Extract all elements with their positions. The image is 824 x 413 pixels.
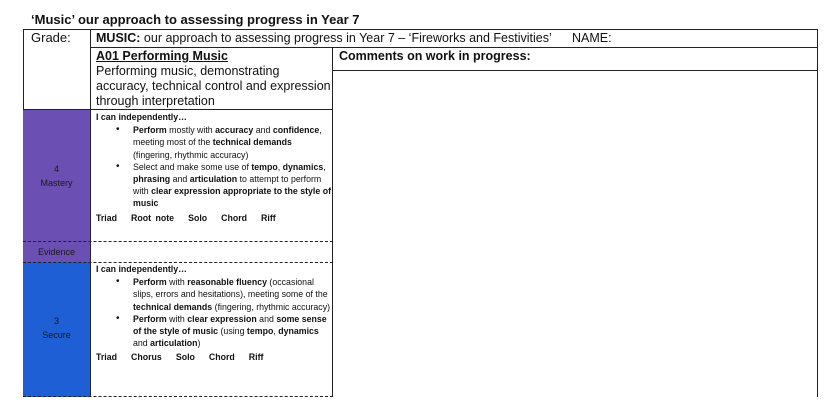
key-term: Chord	[208, 352, 235, 363]
comments-label: Comments on work in progress:	[339, 49, 531, 63]
descriptor-bold-run: accuracy	[215, 125, 254, 136]
header-row-divider	[90, 47, 818, 48]
descriptor-bold-run: articulation	[189, 174, 238, 185]
descriptor-bold-run: Perform	[133, 125, 167, 136]
key-term: Root note	[131, 212, 175, 223]
descriptor-text-run: , meeting most of the	[133, 125, 322, 148]
ao-title: A01 Performing Music	[96, 49, 228, 63]
descriptor-text-run: (fingering, rhythmic accuracy)	[133, 149, 249, 160]
descriptor-text-run: mostly with	[166, 125, 216, 136]
descriptor-bold-run: phrasing	[133, 174, 171, 185]
descriptor-lead: I can independently…	[96, 264, 187, 274]
descriptor-text-run: to attempt to perform with	[133, 174, 322, 197]
descriptor-text-run: (occasional slips, errors and hesitations), meeting some of the	[133, 277, 328, 300]
evidence-top-divider	[23, 241, 333, 242]
evidence-band	[23, 241, 90, 262]
descriptor-text-run: with	[166, 277, 188, 288]
criteria-column-divider	[332, 47, 333, 397]
descriptor-bullet	[133, 276, 332, 313]
grade-band-secure	[23, 262, 90, 397]
key-term: Solo	[175, 352, 195, 363]
grade-label: Grade:	[31, 30, 71, 45]
grade-column-divider	[90, 29, 91, 397]
descriptor-bold-run: dynamics	[282, 161, 324, 172]
descriptor-bullet	[133, 161, 332, 210]
descriptor-bold-run: dynamics	[278, 326, 319, 337]
descriptor-list	[96, 276, 332, 349]
descriptor-bullet	[133, 313, 332, 350]
page-title: ‘Music’ our approach to assessing progress in Year 7	[31, 12, 360, 27]
descriptor-text-run: ,	[273, 326, 279, 337]
grade-number: 4	[53, 164, 59, 174]
descriptor-text-run: and	[170, 174, 190, 185]
grade-number: 3	[53, 316, 59, 326]
descriptor-bold-run: confidence	[272, 125, 320, 136]
descriptor-text-run: Select and make some use of	[133, 161, 252, 172]
key-term: Chorus	[131, 352, 162, 363]
descriptor-list	[96, 124, 332, 209]
key-term: Riff	[248, 352, 264, 363]
descriptor-text-run: with	[166, 313, 188, 324]
descriptor-bullet	[133, 124, 332, 161]
descriptor-bold-run: some sense of the style of music	[133, 313, 327, 337]
key-term: Solo	[188, 212, 208, 223]
table-right-border	[817, 29, 818, 397]
descriptor-bold-run: technical demands	[212, 137, 292, 148]
descriptor-text-run: )	[197, 338, 201, 349]
descriptor-bold-run: tempo	[246, 326, 274, 337]
descriptor-bold-run: Perform	[133, 277, 167, 288]
table-top-border	[23, 29, 818, 30]
descriptor-mastery	[96, 111, 332, 224]
key-term: Triad	[96, 212, 118, 223]
evidence-label: Evidence	[37, 247, 76, 257]
key-terms	[96, 212, 332, 224]
assessment-header	[96, 31, 552, 45]
grade-name: Secure	[42, 330, 71, 340]
descriptor-text-run: and	[256, 313, 277, 324]
assessment-subtitle: our approach to assessing progress in Year 7 – ‘Fireworks and Festivities’	[140, 31, 552, 45]
descriptor-bold-run: Perform	[133, 313, 167, 324]
name-label: NAME:	[572, 31, 612, 45]
descriptor-text-run: and	[253, 125, 273, 136]
comments-header-divider	[332, 70, 818, 71]
descriptor-bold-run: technical demands	[133, 301, 213, 312]
ao-description: Performing music, demonstrating accuracy, technical control and expression through interpretation	[96, 64, 331, 108]
descriptor-bold-run: articulation	[150, 338, 198, 349]
grade-band-mastery	[23, 110, 90, 241]
descriptor-bold-run: clear expression appropriate to the style of music	[133, 186, 331, 209]
descriptor-lead: I can independently…	[96, 112, 187, 122]
table-bottom-divider	[23, 396, 333, 397]
key-term: Chord	[221, 212, 248, 223]
descriptor-text-run: and	[133, 338, 151, 349]
descriptor-text-run: (fingering, rhythmic accuracy)	[212, 301, 331, 312]
descriptor-text-run: ,	[323, 161, 326, 172]
descriptor-bold-run: clear expression	[187, 313, 257, 324]
music-label: MUSIC:	[96, 31, 141, 45]
key-term: Triad	[96, 352, 118, 363]
descriptor-secure	[96, 263, 332, 364]
descriptor-text-run: ,	[277, 161, 283, 172]
grade-name: Mastery	[40, 178, 73, 188]
descriptor-text-run: (using	[218, 326, 247, 337]
key-terms	[96, 351, 332, 363]
descriptor-bold-run: tempo	[251, 161, 278, 172]
key-term: Riff	[261, 212, 276, 223]
descriptor-bold-run: reasonable fluency	[187, 277, 267, 288]
